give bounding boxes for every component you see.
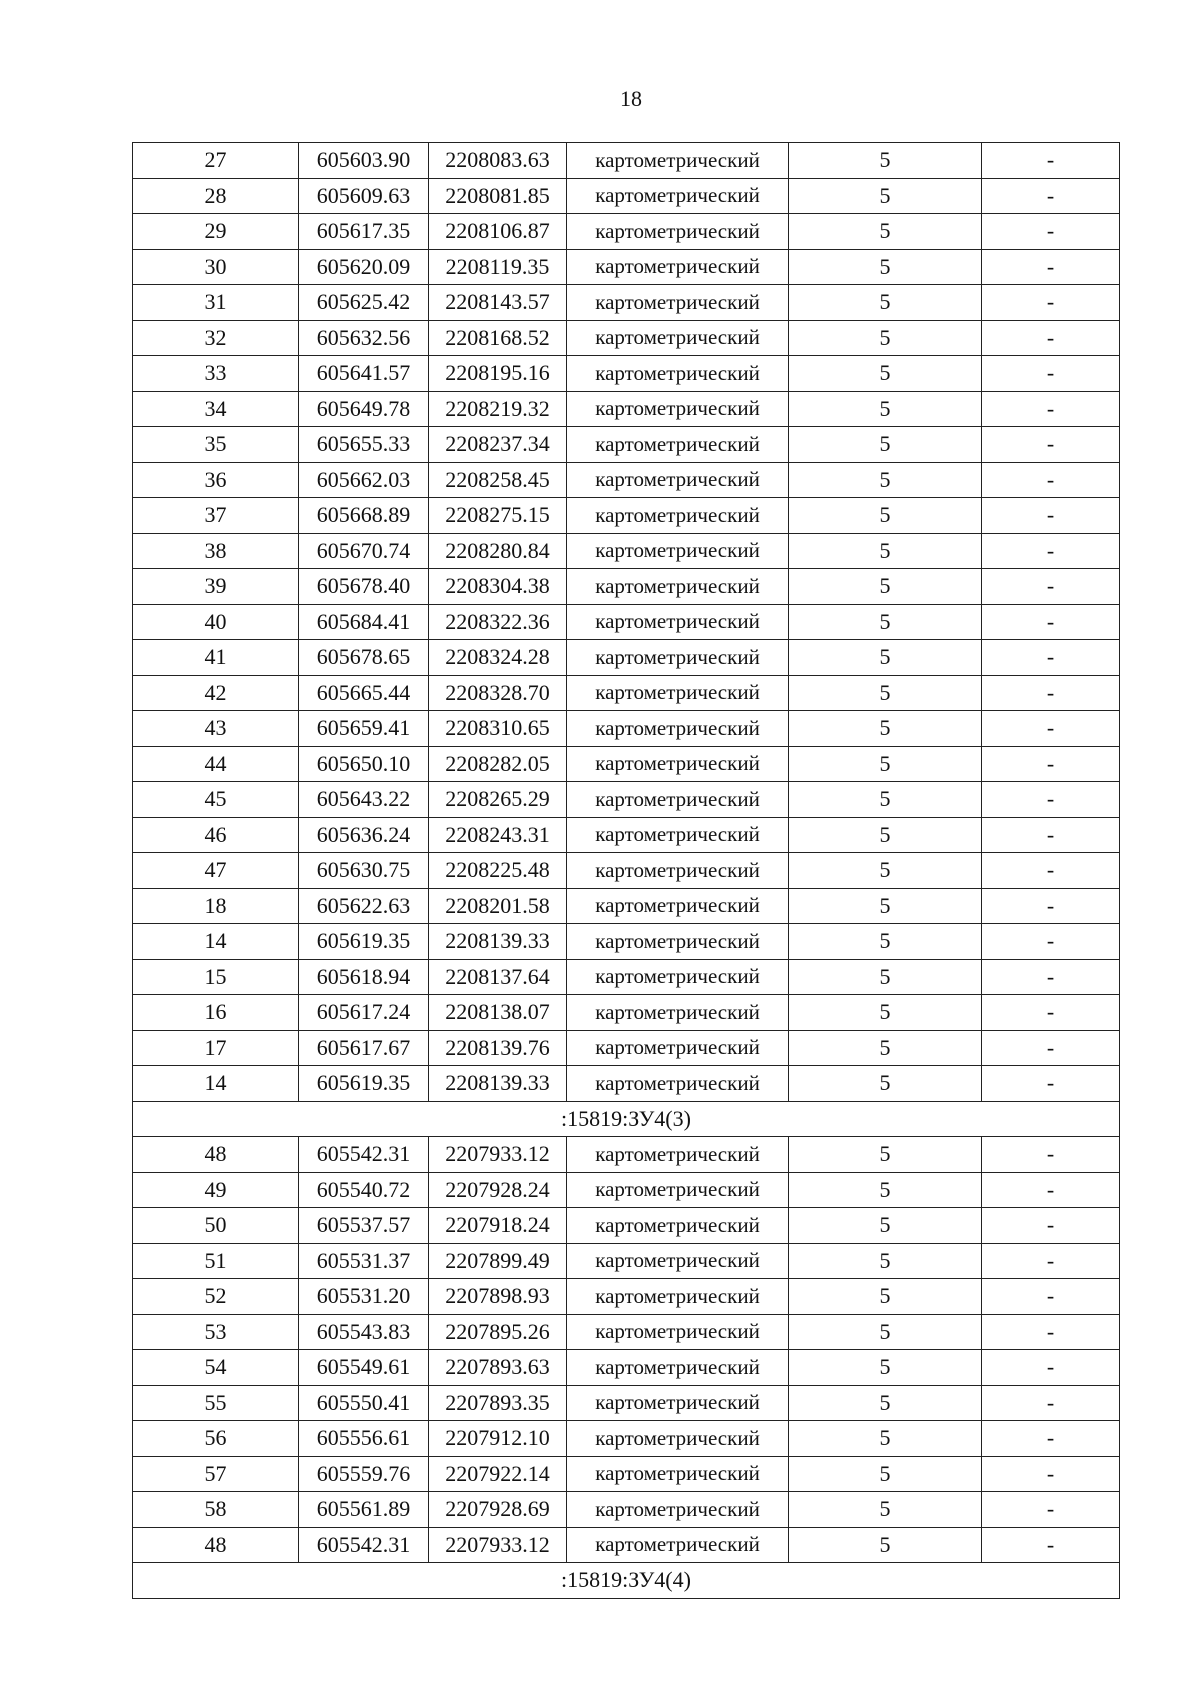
point-number-cell: 18 [133,888,299,924]
point-number-cell: 42 [133,675,299,711]
description-cell: - [982,817,1120,853]
point-number-cell: 45 [133,782,299,818]
description-cell: - [982,853,1120,889]
description-cell: - [982,995,1120,1031]
section-label: :15819:ЗУ4(3) [133,1101,1120,1137]
method-cell: картометрический [567,1350,789,1386]
description-cell: - [982,1350,1120,1386]
y-coordinate-cell: 2208143.57 [429,285,567,321]
method-cell: картометрический [567,995,789,1031]
description-cell: - [982,1030,1120,1066]
method-cell: картометрический [567,1527,789,1563]
point-number-cell: 57 [133,1456,299,1492]
table-row [133,498,1120,534]
x-coordinate-cell: 605550.41 [299,1385,429,1421]
accuracy-cell: 5 [789,853,982,889]
y-coordinate-cell: 2207899.49 [429,1243,567,1279]
point-number-cell: 16 [133,995,299,1031]
accuracy-cell: 5 [789,285,982,321]
table-row [133,604,1120,640]
method-cell: картометрический [567,1137,789,1173]
accuracy-cell: 5 [789,1030,982,1066]
x-coordinate-cell: 605617.67 [299,1030,429,1066]
accuracy-cell: 5 [789,1137,982,1173]
x-coordinate-cell: 605625.42 [299,285,429,321]
y-coordinate-cell: 2207893.35 [429,1385,567,1421]
description-cell: - [982,1421,1120,1457]
description-cell: - [982,320,1120,356]
point-number-cell: 49 [133,1172,299,1208]
x-coordinate-cell: 605617.24 [299,995,429,1031]
point-number-cell: 48 [133,1527,299,1563]
method-cell: картометрический [567,1208,789,1244]
method-cell: картометрический [567,1456,789,1492]
description-cell: - [982,746,1120,782]
description-cell: - [982,1527,1120,1563]
description-cell: - [982,675,1120,711]
point-number-cell: 32 [133,320,299,356]
x-coordinate-cell: 605542.31 [299,1137,429,1173]
table-row [133,1527,1120,1563]
point-number-cell: 14 [133,924,299,960]
y-coordinate-cell: 2207928.69 [429,1492,567,1528]
y-coordinate-cell: 2208168.52 [429,320,567,356]
y-coordinate-cell: 2208139.33 [429,1066,567,1102]
table-row [133,1137,1120,1173]
y-coordinate-cell: 2208265.29 [429,782,567,818]
description-cell: - [982,1243,1120,1279]
x-coordinate-cell: 605643.22 [299,782,429,818]
method-cell: картометрический [567,462,789,498]
y-coordinate-cell: 2207933.12 [429,1527,567,1563]
point-number-cell: 44 [133,746,299,782]
description-cell: - [982,356,1120,392]
x-coordinate-cell: 605641.57 [299,356,429,392]
table-row [133,1492,1120,1528]
method-cell: картометрический [567,1066,789,1102]
y-coordinate-cell: 2208322.36 [429,604,567,640]
accuracy-cell: 5 [789,817,982,853]
y-coordinate-cell: 2208137.64 [429,959,567,995]
x-coordinate-cell: 605556.61 [299,1421,429,1457]
x-coordinate-cell: 605649.78 [299,391,429,427]
y-coordinate-cell: 2207893.63 [429,1350,567,1386]
description-cell: - [982,214,1120,250]
method-cell: картометрический [567,782,789,818]
point-number-cell: 14 [133,1066,299,1102]
y-coordinate-cell: 2208282.05 [429,746,567,782]
accuracy-cell: 5 [789,178,982,214]
table-row [133,782,1120,818]
point-number-cell: 17 [133,1030,299,1066]
description-cell: - [982,1279,1120,1315]
point-number-cell: 51 [133,1243,299,1279]
method-cell: картометрический [567,249,789,285]
accuracy-cell: 5 [789,462,982,498]
coordinates-table-body [133,143,1120,1599]
table-row [133,924,1120,960]
method-cell: картометрический [567,711,789,747]
description-cell: - [982,1066,1120,1102]
table-row [133,285,1120,321]
point-number-cell: 39 [133,569,299,605]
description-cell: - [982,782,1120,818]
table-row [133,1350,1120,1386]
method-cell: картометрический [567,569,789,605]
accuracy-cell: 5 [789,1066,982,1102]
table-row [133,356,1120,392]
point-number-cell: 38 [133,533,299,569]
y-coordinate-cell: 2208106.87 [429,214,567,250]
method-cell: картометрический [567,959,789,995]
accuracy-cell: 5 [789,995,982,1031]
y-coordinate-cell: 2208237.34 [429,427,567,463]
y-coordinate-cell: 2208225.48 [429,853,567,889]
table-row [133,178,1120,214]
method-cell: картометрический [567,675,789,711]
x-coordinate-cell: 605617.35 [299,214,429,250]
y-coordinate-cell: 2207918.24 [429,1208,567,1244]
y-coordinate-cell: 2207928.24 [429,1172,567,1208]
section-label: :15819:ЗУ4(4) [133,1563,1120,1599]
x-coordinate-cell: 605670.74 [299,533,429,569]
table-row [133,959,1120,995]
point-number-cell: 30 [133,249,299,285]
description-cell: - [982,1456,1120,1492]
method-cell: картометрический [567,1279,789,1315]
description-cell: - [982,924,1120,960]
point-number-cell: 41 [133,640,299,676]
method-cell: картометрический [567,143,789,179]
table-row [133,249,1120,285]
method-cell: картометрический [567,1243,789,1279]
point-number-cell: 27 [133,143,299,179]
description-cell: - [982,1385,1120,1421]
description-cell: - [982,604,1120,640]
method-cell: картометрический [567,498,789,534]
x-coordinate-cell: 605678.65 [299,640,429,676]
point-number-cell: 37 [133,498,299,534]
x-coordinate-cell: 605665.44 [299,675,429,711]
description-cell: - [982,1492,1120,1528]
description-cell: - [982,249,1120,285]
y-coordinate-cell: 2208081.85 [429,178,567,214]
y-coordinate-cell: 2208304.38 [429,569,567,605]
x-coordinate-cell: 605561.89 [299,1492,429,1528]
accuracy-cell: 5 [789,640,982,676]
x-coordinate-cell: 605650.10 [299,746,429,782]
y-coordinate-cell: 2208139.76 [429,1030,567,1066]
point-number-cell: 36 [133,462,299,498]
point-number-cell: 47 [133,853,299,889]
description-cell: - [982,462,1120,498]
method-cell: картометрический [567,356,789,392]
point-number-cell: 50 [133,1208,299,1244]
x-coordinate-cell: 605662.03 [299,462,429,498]
x-coordinate-cell: 605609.63 [299,178,429,214]
y-coordinate-cell: 2207895.26 [429,1314,567,1350]
table-row [133,1208,1120,1244]
method-cell: картометрический [567,178,789,214]
method-cell: картометрический [567,888,789,924]
table-row [133,888,1120,924]
method-cell: картометрический [567,853,789,889]
description-cell: - [982,1208,1120,1244]
accuracy-cell: 5 [789,391,982,427]
table-row [133,214,1120,250]
y-coordinate-cell: 2208083.63 [429,143,567,179]
method-cell: картометрический [567,427,789,463]
point-number-cell: 34 [133,391,299,427]
table-row [133,675,1120,711]
method-cell: картометрический [567,1421,789,1457]
accuracy-cell: 5 [789,1385,982,1421]
y-coordinate-cell: 2208243.31 [429,817,567,853]
section-row [133,1563,1120,1599]
y-coordinate-cell: 2208328.70 [429,675,567,711]
table-row [133,817,1120,853]
table-row [133,1421,1120,1457]
x-coordinate-cell: 605622.63 [299,888,429,924]
accuracy-cell: 5 [789,1243,982,1279]
method-cell: картометрический [567,320,789,356]
table-row [133,427,1120,463]
description-cell: - [982,533,1120,569]
accuracy-cell: 5 [789,1172,982,1208]
y-coordinate-cell: 2208258.45 [429,462,567,498]
description-cell: - [982,711,1120,747]
accuracy-cell: 5 [789,1314,982,1350]
table-row [133,1243,1120,1279]
y-coordinate-cell: 2207933.12 [429,1137,567,1173]
x-coordinate-cell: 605659.41 [299,711,429,747]
y-coordinate-cell: 2208119.35 [429,249,567,285]
point-number-cell: 15 [133,959,299,995]
y-coordinate-cell: 2208219.32 [429,391,567,427]
point-number-cell: 48 [133,1137,299,1173]
accuracy-cell: 5 [789,888,982,924]
y-coordinate-cell: 2208138.07 [429,995,567,1031]
accuracy-cell: 5 [789,249,982,285]
x-coordinate-cell: 605531.37 [299,1243,429,1279]
point-number-cell: 54 [133,1350,299,1386]
description-cell: - [982,1137,1120,1173]
x-coordinate-cell: 605543.83 [299,1314,429,1350]
accuracy-cell: 5 [789,1350,982,1386]
x-coordinate-cell: 605619.35 [299,1066,429,1102]
description-cell: - [982,498,1120,534]
coordinates-table [132,142,1120,1599]
accuracy-cell: 5 [789,427,982,463]
method-cell: картометрический [567,1172,789,1208]
table-row [133,1172,1120,1208]
point-number-cell: 58 [133,1492,299,1528]
x-coordinate-cell: 605537.57 [299,1208,429,1244]
table-row [133,995,1120,1031]
table-row [133,391,1120,427]
y-coordinate-cell: 2207922.14 [429,1456,567,1492]
accuracy-cell: 5 [789,711,982,747]
description-cell: - [982,427,1120,463]
page-number: 18 [620,86,642,111]
table-row [133,1066,1120,1102]
description-cell: - [982,285,1120,321]
table-row [133,569,1120,605]
accuracy-cell: 5 [789,1421,982,1457]
accuracy-cell: 5 [789,533,982,569]
description-cell: - [982,959,1120,995]
description-cell: - [982,888,1120,924]
point-number-cell: 29 [133,214,299,250]
accuracy-cell: 5 [789,924,982,960]
method-cell: картометрический [567,214,789,250]
method-cell: картометрический [567,640,789,676]
y-coordinate-cell: 2208201.58 [429,888,567,924]
y-coordinate-cell: 2208280.84 [429,533,567,569]
method-cell: картометрический [567,604,789,640]
method-cell: картометрический [567,924,789,960]
accuracy-cell: 5 [789,959,982,995]
accuracy-cell: 5 [789,1492,982,1528]
point-number-cell: 46 [133,817,299,853]
x-coordinate-cell: 605668.89 [299,498,429,534]
accuracy-cell: 5 [789,569,982,605]
point-number-cell: 40 [133,604,299,640]
description-cell: - [982,640,1120,676]
x-coordinate-cell: 605632.56 [299,320,429,356]
method-cell: картометрический [567,746,789,782]
accuracy-cell: 5 [789,498,982,534]
x-coordinate-cell: 605559.76 [299,1456,429,1492]
point-number-cell: 43 [133,711,299,747]
method-cell: картометрический [567,533,789,569]
description-cell: - [982,1314,1120,1350]
description-cell: - [982,1172,1120,1208]
x-coordinate-cell: 605684.41 [299,604,429,640]
x-coordinate-cell: 605620.09 [299,249,429,285]
point-number-cell: 31 [133,285,299,321]
accuracy-cell: 5 [789,356,982,392]
method-cell: картометрический [567,391,789,427]
x-coordinate-cell: 605618.94 [299,959,429,995]
table-row [133,746,1120,782]
table-row [133,1385,1120,1421]
point-number-cell: 35 [133,427,299,463]
description-cell: - [982,391,1120,427]
x-coordinate-cell: 605619.35 [299,924,429,960]
table-row [133,533,1120,569]
y-coordinate-cell: 2208324.28 [429,640,567,676]
table-row [133,853,1120,889]
accuracy-cell: 5 [789,320,982,356]
x-coordinate-cell: 605549.61 [299,1350,429,1386]
table-row [133,1314,1120,1350]
table-row [133,1456,1120,1492]
method-cell: картометрический [567,817,789,853]
method-cell: картометрический [567,1385,789,1421]
x-coordinate-cell: 605636.24 [299,817,429,853]
x-coordinate-cell: 605603.90 [299,143,429,179]
accuracy-cell: 5 [789,675,982,711]
y-coordinate-cell: 2208310.65 [429,711,567,747]
x-coordinate-cell: 605540.72 [299,1172,429,1208]
x-coordinate-cell: 605531.20 [299,1279,429,1315]
table-row [133,1030,1120,1066]
accuracy-cell: 5 [789,143,982,179]
table-row [133,320,1120,356]
x-coordinate-cell: 605542.31 [299,1527,429,1563]
accuracy-cell: 5 [789,782,982,818]
accuracy-cell: 5 [789,1527,982,1563]
y-coordinate-cell: 2208139.33 [429,924,567,960]
table-row [133,711,1120,747]
point-number-cell: 28 [133,178,299,214]
method-cell: картометрический [567,285,789,321]
accuracy-cell: 5 [789,1208,982,1244]
point-number-cell: 33 [133,356,299,392]
y-coordinate-cell: 2208195.16 [429,356,567,392]
method-cell: картометрический [567,1492,789,1528]
point-number-cell: 55 [133,1385,299,1421]
y-coordinate-cell: 2207898.93 [429,1279,567,1315]
accuracy-cell: 5 [789,1279,982,1315]
x-coordinate-cell: 605655.33 [299,427,429,463]
accuracy-cell: 5 [789,214,982,250]
accuracy-cell: 5 [789,746,982,782]
description-cell: - [982,178,1120,214]
table-row [133,1279,1120,1315]
table-row [133,462,1120,498]
point-number-cell: 53 [133,1314,299,1350]
accuracy-cell: 5 [789,1456,982,1492]
y-coordinate-cell: 2208275.15 [429,498,567,534]
section-row [133,1101,1120,1137]
table-row [133,640,1120,676]
y-coordinate-cell: 2207912.10 [429,1421,567,1457]
point-number-cell: 52 [133,1279,299,1315]
x-coordinate-cell: 605678.40 [299,569,429,605]
accuracy-cell: 5 [789,604,982,640]
point-number-cell: 56 [133,1421,299,1457]
description-cell: - [982,143,1120,179]
method-cell: картометрический [567,1314,789,1350]
x-coordinate-cell: 605630.75 [299,853,429,889]
method-cell: картометрический [567,1030,789,1066]
description-cell: - [982,569,1120,605]
table-row [133,143,1120,179]
